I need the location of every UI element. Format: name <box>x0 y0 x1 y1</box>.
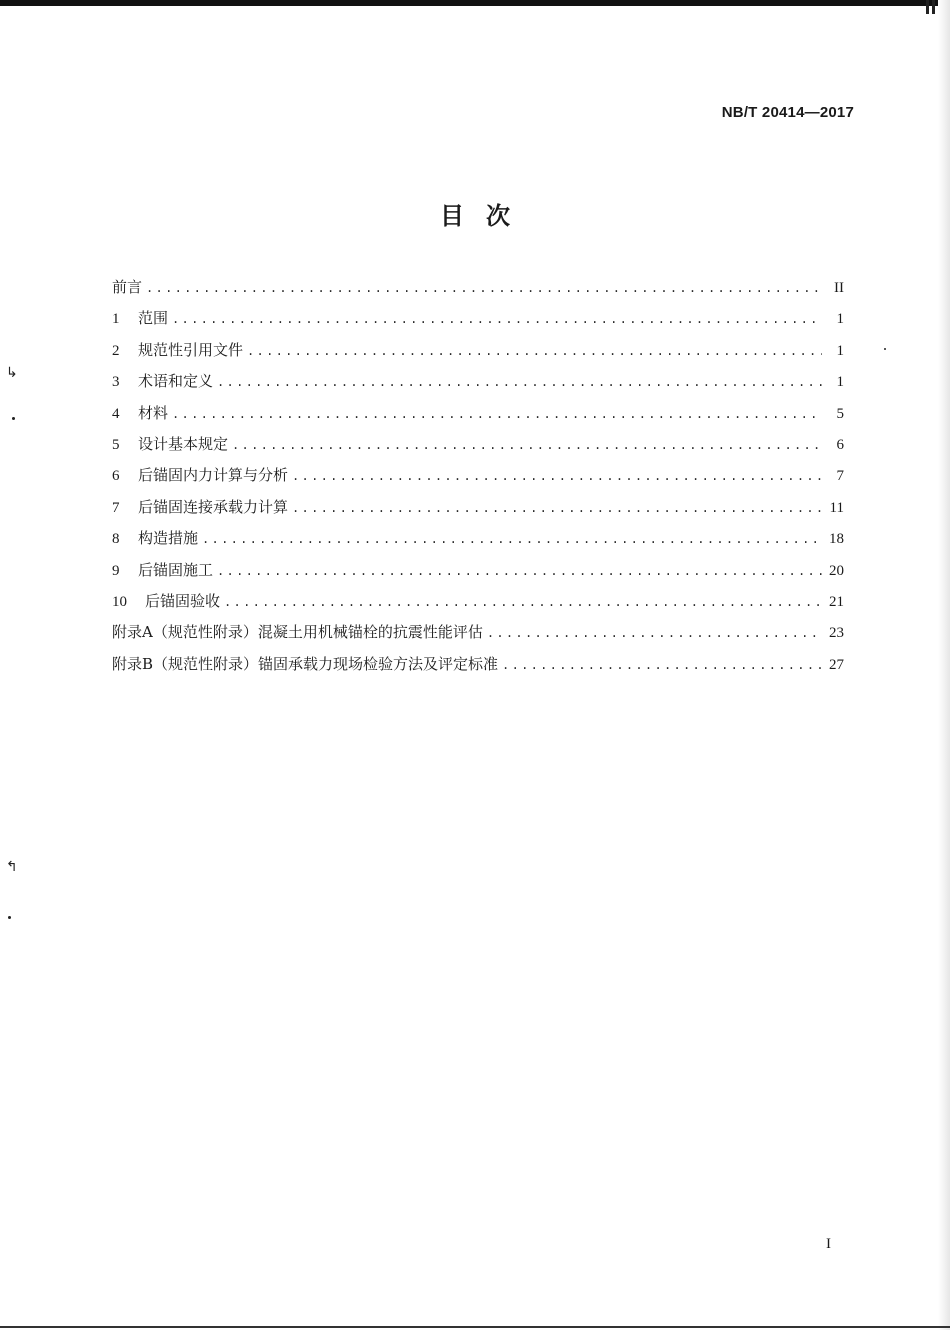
toc-entry-4[interactable] <box>112 402 844 433</box>
scan-bottom-edge <box>0 1326 950 1328</box>
toc-entry-page: 7 <box>836 468 844 485</box>
toc-entry-page: 6 <box>836 436 844 453</box>
page-number: I <box>826 1236 831 1252</box>
toc-entry-2[interactable] <box>112 339 844 370</box>
toc-entry-number: 8 <box>112 531 120 548</box>
toc-entry-title: 混凝土用机械锚栓的抗震性能评估 <box>257 623 483 642</box>
toc-entry-page: 18 <box>829 531 844 548</box>
scan-speck <box>8 916 11 919</box>
toc-dot-leader <box>146 281 822 295</box>
toc-entry-10[interactable] <box>112 590 844 621</box>
scan-speck <box>884 348 886 350</box>
toc-dot-leader <box>217 564 822 578</box>
toc-entry-page: 1 <box>836 342 844 359</box>
toc-entry-7[interactable] <box>112 496 844 527</box>
toc-entry-title: 后锚固连接承载力计算 <box>138 497 289 516</box>
toc-entry-number: 6 <box>112 468 120 485</box>
toc-entry-3[interactable] <box>112 370 844 401</box>
toc-entry-page: 27 <box>829 656 844 673</box>
toc-entry-number: 9 <box>112 562 120 579</box>
page-title: 目次 <box>440 202 532 230</box>
toc-entry-number: 10 <box>112 593 127 610</box>
toc-entry-page: II <box>834 280 844 296</box>
toc-entry-page: 11 <box>829 499 844 516</box>
toc-dot-leader <box>217 375 822 389</box>
toc-dot-leader <box>224 595 822 609</box>
toc-appendix-label: 附录A（规范性附录） <box>112 623 258 642</box>
scan-artifact-mark: ↰ <box>6 859 18 875</box>
scan-speck <box>12 417 15 420</box>
toc-entry-number: 4 <box>112 405 120 422</box>
toc-dot-leader <box>172 407 822 421</box>
toc-entry-6[interactable] <box>112 464 844 495</box>
toc-entry-title: 锚固承载力现场检验方法及评定标准 <box>258 654 499 673</box>
toc-entry-page: 21 <box>829 593 844 610</box>
table-of-contents <box>112 276 844 684</box>
toc-entry-appendix-a[interactable] <box>112 621 844 652</box>
toc-entry-title: 规范性引用文件 <box>138 340 244 359</box>
toc-entry-number: 3 <box>112 374 120 391</box>
toc-appendix-label: 附录B（规范性附录） <box>112 654 259 673</box>
toc-entry-title: 材料 <box>138 403 169 422</box>
toc-entry-foreword[interactable] <box>112 276 844 307</box>
toc-entry-page: 1 <box>836 311 844 328</box>
toc-entry-number: 2 <box>112 342 120 359</box>
toc-entry-1[interactable] <box>112 307 844 338</box>
toc-entry-title: 范围 <box>138 309 169 328</box>
toc-dot-leader <box>172 312 822 326</box>
toc-dot-leader <box>487 626 822 640</box>
toc-dot-leader <box>292 501 822 515</box>
toc-entry-9[interactable] <box>112 559 844 590</box>
toc-dot-leader <box>247 344 822 358</box>
toc-entry-title: 设计基本规定 <box>138 434 229 453</box>
document-code: NB/T 20414—2017 <box>721 104 854 121</box>
toc-entry-5[interactable] <box>112 433 844 464</box>
toc-dot-leader <box>502 658 822 672</box>
toc-entry-title: 构造措施 <box>138 529 199 548</box>
toc-entry-8[interactable] <box>112 527 844 558</box>
toc-entry-number: 7 <box>112 499 120 516</box>
toc-entry-title: 后锚固内力计算与分析 <box>138 466 289 485</box>
toc-entry-title: 前言 <box>112 278 143 296</box>
scan-top-edge <box>0 0 950 6</box>
toc-entry-page: 1 <box>836 374 844 391</box>
scan-artifact-mark: ↳ <box>6 365 18 381</box>
toc-entry-number: 5 <box>112 436 120 453</box>
toc-entry-title: 后锚固施工 <box>138 560 214 579</box>
toc-entry-page: 5 <box>836 405 844 422</box>
toc-entry-page: 23 <box>829 625 844 642</box>
toc-entry-number: 1 <box>112 311 120 328</box>
toc-dot-leader <box>292 469 822 483</box>
toc-entry-title: 术语和定义 <box>138 372 214 391</box>
toc-dot-leader <box>202 532 822 546</box>
toc-entry-page: 20 <box>829 562 844 579</box>
toc-entry-appendix-b[interactable] <box>112 653 844 684</box>
toc-dot-leader <box>232 438 822 452</box>
toc-entry-title: 后锚固验收 <box>145 591 221 610</box>
